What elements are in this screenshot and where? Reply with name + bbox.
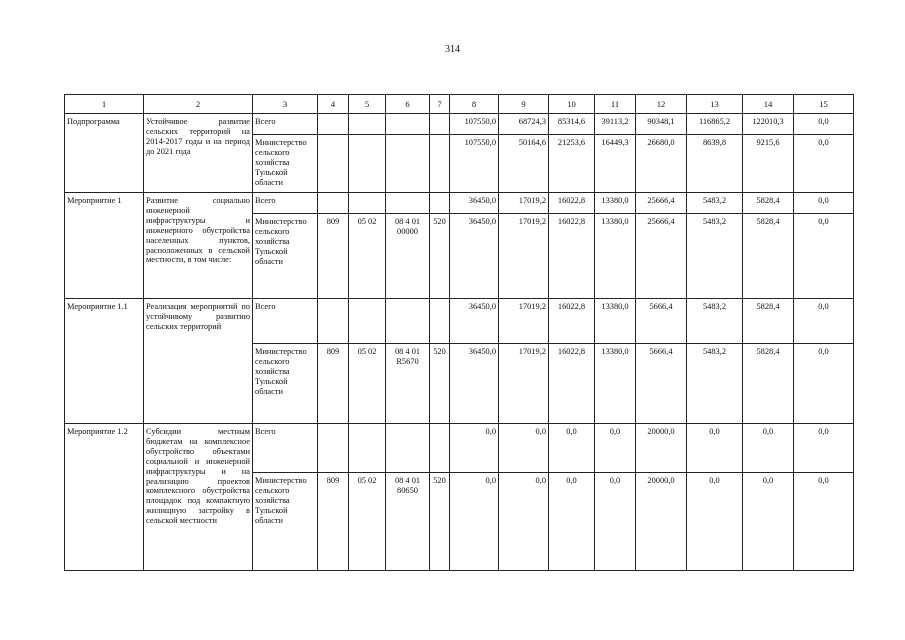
value-cell: 16449,3	[595, 135, 636, 193]
value-cell: 21253,6	[549, 135, 595, 193]
value-cell: 36450,0	[450, 299, 499, 344]
value-cell: 0,0	[794, 135, 854, 193]
code-cell	[349, 114, 386, 135]
column-header: 8	[450, 95, 499, 114]
value-cell: 0,0	[794, 344, 854, 424]
value-cell: 16022,8	[549, 193, 595, 214]
code-cell	[386, 299, 430, 344]
value-cell: 0,0	[499, 473, 549, 571]
value-cell: 9215,6	[743, 135, 794, 193]
code-cell	[349, 299, 386, 344]
code-cell: 05 02	[349, 214, 386, 299]
value-cell: 16022,8	[549, 214, 595, 299]
value-cell: 25666,4	[636, 193, 687, 214]
value-cell: 5828,4	[743, 299, 794, 344]
value-cell: 5483,2	[687, 214, 743, 299]
item-description-cell: Реализация мероприятий по устойчивому развитию сельских территорий	[144, 299, 253, 424]
value-cell: 0,0	[794, 473, 854, 571]
executor-cell: Министерство сельского хозяйства Тульской области	[253, 214, 318, 299]
value-cell: 0,0	[595, 424, 636, 473]
column-header: 4	[318, 95, 349, 114]
code-cell: 809	[318, 214, 349, 299]
code-cell	[318, 193, 349, 214]
value-cell: 25666,4	[636, 214, 687, 299]
code-cell	[386, 114, 430, 135]
item-description-cell: Развитие социально инженерной инфраструктуры и инженерного обустройства населенных пунктов, расположенных в сельской местности, в том числе:	[144, 193, 253, 299]
code-cell	[430, 424, 450, 473]
code-cell	[430, 114, 450, 135]
code-cell	[386, 424, 430, 473]
value-cell: 13380,0	[595, 299, 636, 344]
value-cell: 16022,8	[549, 344, 595, 424]
code-cell: 809	[318, 344, 349, 424]
value-cell: 0,0	[499, 424, 549, 473]
code-cell	[318, 299, 349, 344]
value-cell: 39113,2	[595, 114, 636, 135]
value-cell: 13380,0	[595, 344, 636, 424]
value-cell: 0,0	[794, 114, 854, 135]
value-cell: 36450,0	[450, 193, 499, 214]
code-cell: 05 02	[349, 473, 386, 571]
code-cell	[430, 299, 450, 344]
value-cell: 0,0	[794, 424, 854, 473]
value-cell: 0,0	[450, 424, 499, 473]
column-header: 10	[549, 95, 595, 114]
value-cell: 17019,2	[499, 193, 549, 214]
executor-cell: Всего	[253, 193, 318, 214]
value-cell: 107550,0	[450, 114, 499, 135]
column-header: 7	[430, 95, 450, 114]
value-cell: 5828,4	[743, 214, 794, 299]
value-cell: 107550,0	[450, 135, 499, 193]
executor-cell: Всего	[253, 424, 318, 473]
item-type-cell: Мероприятие 1.1	[65, 299, 144, 424]
page-number: 314	[445, 44, 460, 55]
column-header: 14	[743, 95, 794, 114]
table-row	[65, 193, 854, 214]
column-header: 2	[144, 95, 253, 114]
executor-cell: Всего	[253, 114, 318, 135]
value-cell: 5483,2	[687, 193, 743, 214]
value-cell: 20000,0	[636, 473, 687, 571]
value-cell: 85314,6	[549, 114, 595, 135]
column-header: 11	[595, 95, 636, 114]
code-cell	[349, 135, 386, 193]
item-type-cell: Мероприятие 1.2	[65, 424, 144, 571]
code-cell: 08 4 01 R5670	[386, 344, 430, 424]
value-cell: 5483,2	[687, 299, 743, 344]
item-type-cell: Мероприятие 1	[65, 193, 144, 299]
code-cell	[318, 114, 349, 135]
value-cell: 116865,2	[687, 114, 743, 135]
code-cell: 809	[318, 473, 349, 571]
value-cell: 5828,4	[743, 344, 794, 424]
column-header: 12	[636, 95, 687, 114]
value-cell: 36450,0	[450, 344, 499, 424]
value-cell: 50164,6	[499, 135, 549, 193]
column-header: 1	[65, 95, 144, 114]
code-cell	[430, 135, 450, 193]
item-type-cell: Подпрограмма	[65, 114, 144, 193]
code-cell	[349, 193, 386, 214]
value-cell: 0,0	[794, 214, 854, 299]
code-cell: 08 4 01 80650	[386, 473, 430, 571]
code-cell: 05 02	[349, 344, 386, 424]
value-cell: 16022,8	[549, 299, 595, 344]
value-cell: 0,0	[549, 473, 595, 571]
executor-cell: Министерство сельского хозяйства Тульской области	[253, 344, 318, 424]
value-cell: 5666,4	[636, 299, 687, 344]
column-header: 15	[794, 95, 854, 114]
code-cell	[430, 193, 450, 214]
column-header: 3	[253, 95, 318, 114]
value-cell: 0,0	[687, 473, 743, 571]
code-cell	[349, 424, 386, 473]
item-description-cell: Устойчивое развитие сельских территорий на 2014-2017 годы и на период до 2021 года	[144, 114, 253, 193]
value-cell: 17019,2	[499, 214, 549, 299]
value-cell: 20000,0	[636, 424, 687, 473]
value-cell: 0,0	[549, 424, 595, 473]
value-cell: 68724,3	[499, 114, 549, 135]
column-header: 6	[386, 95, 430, 114]
header-row	[65, 95, 854, 114]
value-cell: 0,0	[743, 424, 794, 473]
value-cell: 122010,3	[743, 114, 794, 135]
code-cell	[386, 193, 430, 214]
value-cell: 0,0	[450, 473, 499, 571]
column-header: 5	[349, 95, 386, 114]
executor-cell: Всего	[253, 299, 318, 344]
value-cell: 5666,4	[636, 344, 687, 424]
value-cell: 5483,2	[687, 344, 743, 424]
table-row	[65, 424, 854, 473]
value-cell: 0,0	[687, 424, 743, 473]
code-cell	[386, 135, 430, 193]
code-cell	[318, 424, 349, 473]
executor-cell: Министерство сельского хозяйства Тульской области	[253, 135, 318, 193]
value-cell: 90348,1	[636, 114, 687, 135]
executor-cell: Министерство сельского хозяйства Тульской области	[253, 473, 318, 571]
budget-table	[64, 94, 854, 571]
value-cell: 36450,0	[450, 214, 499, 299]
value-cell: 26680,0	[636, 135, 687, 193]
table-row	[65, 299, 854, 344]
value-cell: 0,0	[743, 473, 794, 571]
value-cell: 17019,2	[499, 344, 549, 424]
value-cell: 13380,0	[595, 214, 636, 299]
column-header: 13	[687, 95, 743, 114]
code-cell	[318, 135, 349, 193]
code-cell: 520	[430, 473, 450, 571]
value-cell: 17019,2	[499, 299, 549, 344]
column-header: 9	[499, 95, 549, 114]
value-cell: 8639,8	[687, 135, 743, 193]
value-cell: 5828,4	[743, 193, 794, 214]
code-cell: 08 4 01 00000	[386, 214, 430, 299]
value-cell: 0,0	[794, 193, 854, 214]
value-cell: 0,0	[595, 473, 636, 571]
value-cell: 13380,0	[595, 193, 636, 214]
code-cell: 520	[430, 344, 450, 424]
code-cell: 520	[430, 214, 450, 299]
item-description-cell: Субсидии местным бюджетам на комплексное обустройство объектами социальной и инженерной инфраструктуры и на реализацию проектов комплексного обустройства площадок под компактную жилищную застройку в сельской местности	[144, 424, 253, 571]
table-row	[65, 114, 854, 135]
value-cell: 0,0	[794, 299, 854, 344]
